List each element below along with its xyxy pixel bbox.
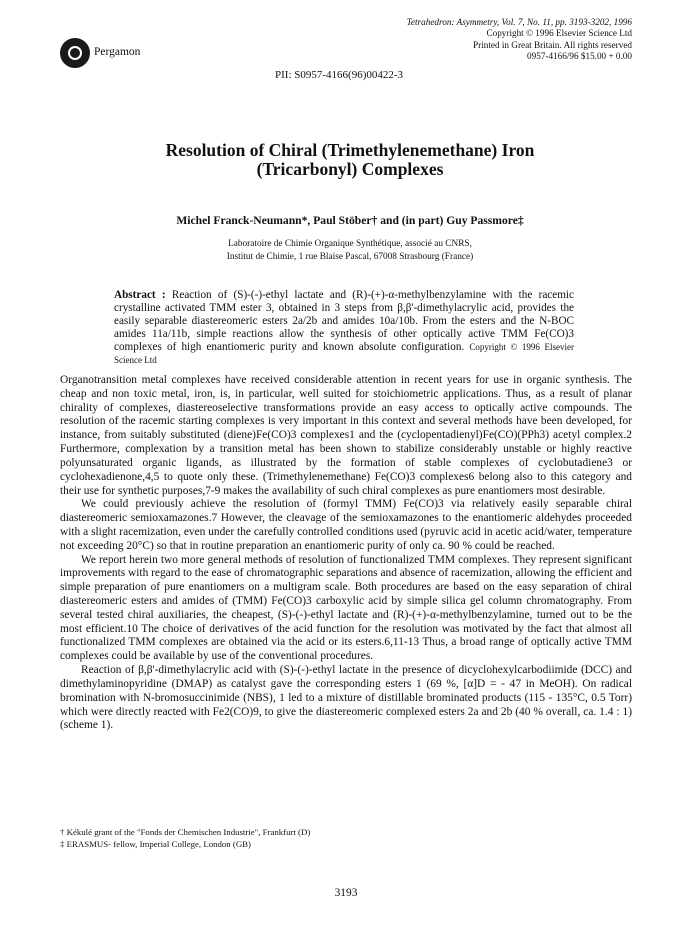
copyright-line: Copyright © 1996 Elsevier Science Ltd <box>486 28 632 39</box>
affiliation <box>100 238 600 263</box>
publisher-name: Pergamon <box>94 46 141 58</box>
abstract <box>114 289 574 367</box>
abstract-text: Reaction of (S)-(-)-ethyl lactate and (R)-(+)-α-methylbenzylamine with the racemic crystalline activated TMM ester 3, obtained in 3 steps from β,β'-dimethylacrylic acid, provides the easily separable diastereomeric esters 2a/2b and amides 10a/10b. From the esters and the N-BOC amides 11a/11b, simple reactions allow the synthesis of other optically active TMM Fe(CO)3 complexes of high enantiomeric purity and known absolute configuration. <box>114 289 574 353</box>
printed-line: Printed in Great Britain. All rights reserved <box>473 39 632 50</box>
paragraph-2: We could previously achieve the resolution of (formyl TMM) Fe(CO)3 via relatively easily separable chiral diastereomeric semioxamazones.7 However, the cleavage of the semioxamazones to the enantiomeric aldehydes proceeded with a slight racemization, even under the carefully controlled conditions used (pyruvic acid in acetic acid/water, temperature not exceeding 20°C) so that in routine preparation an enantiomeric purity of only ca. 90 % could be reached. <box>60 498 632 552</box>
paragraph-4: Reaction of β,β'-dimethylacrylic acid with (S)-(-)-ethyl lactate in the presence of dicyclohexylcarbodiimide (DCC) and dimethylaminopyridine (DMAP) as catalyst gave the corresponding esters 1 (69 %, [α]D = - 47 in MeOH). On radical bromination with N-bromosuccinimide (NBS), 1 led to a mixture of distillable brominated products (115 - 135°C, 0.5 Torr) which were directly reacted with Fe2(CO)9, to give the diastereomeric complexed esters 2a and 2b (40 % overall, ca. 1.4 : 1) (scheme 1). <box>60 664 632 732</box>
article-title <box>100 141 600 179</box>
affiliation-line-1: Laboratoire de Chimie Organique Synthétique, associé au CNRS, <box>228 239 472 249</box>
footnotes <box>60 826 310 850</box>
affiliation-line-2: Institut de Chimie, 1 rue Blaise Pascal, 67008 Strasbourg (France) <box>226 251 474 262</box>
footnote-1: † Kékulé grant of the "Fonds der Chemischen Industrie", Frankfurt (D) <box>60 827 311 837</box>
pii: PII: S0957-4166(96)00422-3 <box>275 69 404 81</box>
journal-info <box>302 17 632 63</box>
abstract-copyright: Copyright © 1996 Elsevier Science Ltd <box>114 342 574 365</box>
title-line-2: (Tricarbonyl) Complexes <box>256 159 444 179</box>
journal-line: Tetrahedron: Asymmetry, Vol. 7, No. 11, pp. 3193-3202, 1996 <box>406 17 632 27</box>
abstract-label: Abstract : <box>114 289 166 301</box>
authors: Michel Franck-Neumann*, Paul Stöber† and (in part) Guy Passmore‡ <box>176 214 524 227</box>
page-number: 3193 <box>334 887 358 899</box>
title-line-1: Resolution of Chiral (Trimethylenemethane) Iron <box>165 140 535 160</box>
footnote-2: ‡ ERASMUS- fellow, Imperial College, London (GB) <box>60 839 251 849</box>
paragraph-1: Organotransition metal complexes have received considerable attention in recent years for use in organic synthesis. The cheap and non toxic metal, iron, is, in particular, well suited for stoichiometric applications. Thus, as a result of planar chirality of complexes, diastereoselective transformations provide an easy access to optically active compounds. The resolution of the racemic starting complexes is very important in this context and several methods have been developed, for instance, from suitably substituted (diene)Fe(CO)3 complexes1 and the (cyclopentadienyl)Fe(CO)(PPh3) acetyl complex.2 Furthermore, complexation by a transition metal has been shown to stabilize considerably unstable or highly reactive polyunsaturated organic ligands, as illustrated by the formation of stable complexes of cyclobutadiene3 or cyclohexadienone,4,5 to quote only these. (Trimethylenemethane) Fe(CO)3 complexes6 belong also to this category and their use for synthetic purposes,7-9 makes the availability of such chiral complexes as pure enantiomers most desirable. <box>60 374 632 497</box>
price-line: 0957-4166/96 $15.00 + 0.00 <box>527 51 632 62</box>
pergamon-logo-icon <box>60 38 90 68</box>
paragraph-3: We report herein two more general methods of resolution of functionalized TMM complexes. They represent significant improvements with regard to the ease of chromatographic separations and absence of racemization, allowing the efficient and simple preparation of pure enantiomers on a multigram scale. Both procedures are based on the easy separation of chiral diastereomeric esters and amides of (TMM) Fe(CO)3 carboxylic acid by simple silica gel column chromatography. From several tested chiral auxiliaries, the cheapest, (S)-(-)-ethyl lactate and (R)-(+)-α-methylbenzylamine, turned out to be the most efficient.10 The choice of derivatives of the acid function for the resolution was motivated by the fact that almost all functionalized TMM complexes are obtained via the acid or its esters.6,11-13 Thus, a broad range of optically active TMM complexes could be available by use of the conventional procedures. <box>60 553 632 663</box>
main-text <box>60 374 632 733</box>
